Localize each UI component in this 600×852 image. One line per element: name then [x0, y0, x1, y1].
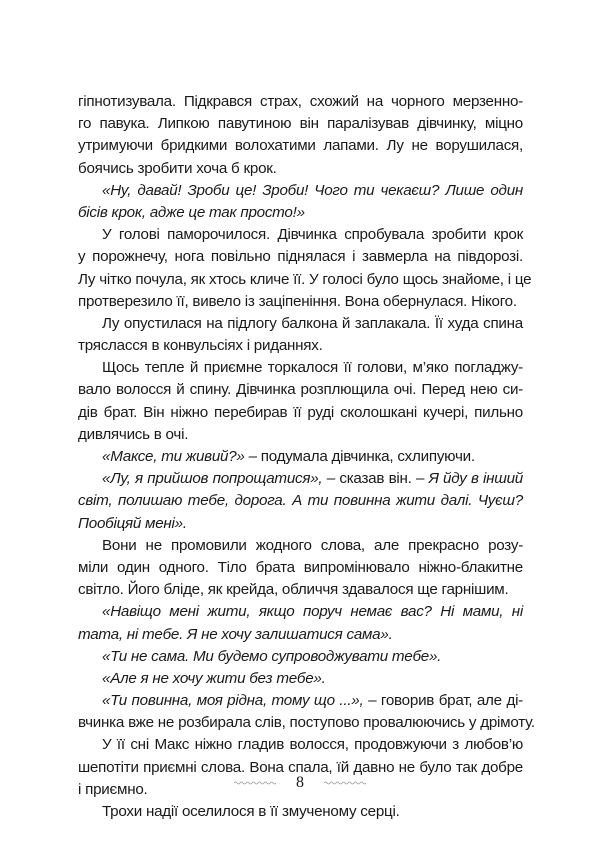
text-segment: і приємно.	[78, 780, 148, 798]
text-segment: дів брат. Він ніжно перебирав її руді сколошкані кучері, пильно	[78, 403, 523, 421]
text-line	[78, 269, 532, 291]
text-segment: шепотіти приємні слова. Вона спала, їй давно не було так добре	[78, 758, 523, 776]
text-segment: у порожнечу, нога повільно піднялася і завмерла на півдорозі.	[78, 248, 523, 266]
text-line	[78, 202, 523, 224]
text-segment: Лу опустилася на підлогу балкона й заплакала. Її худа спина	[102, 314, 523, 332]
text-segment: – говорив брат, але ді-	[363, 692, 523, 710]
text-line	[78, 557, 523, 579]
text-segment: світло. Його бліде, як крейда, обличчя здавалося ще гарнішим.	[78, 581, 509, 599]
italic-text-segment: Пообіцяй мені».	[78, 514, 187, 532]
text-line	[78, 513, 523, 535]
italic-text-segment: «Ти повинна, моя рідна, тому що ...»,	[102, 692, 364, 710]
italic-text-segment: Я йду в інший	[428, 470, 523, 488]
text-line	[78, 734, 523, 756]
text-line	[78, 158, 523, 180]
text-line	[78, 624, 523, 646]
text-line	[78, 490, 523, 512]
text-line	[78, 357, 523, 379]
text-segment: У її сні Макс ніжно гладив волосся, продовжуючи з любов’ю	[102, 736, 523, 754]
text-segment: міли один одного. Тіло брата випромінювало ніжно-блакитне	[78, 558, 523, 576]
italic-text-segment: бісів крок, адже це так просто!»	[78, 203, 305, 221]
text-segment: протверезило її, вивело із заціпеніння. Вона обернулася. Нікого.	[78, 292, 517, 310]
text-line	[78, 712, 535, 734]
text-segment: – сказав він. –	[322, 470, 429, 488]
text-line	[78, 91, 523, 113]
text-line	[78, 424, 523, 446]
italic-text-segment: «Навіщо мені жити, якщо поруч немає вас? Ні мами, ні	[102, 603, 523, 621]
text-line	[78, 468, 523, 490]
text-line	[78, 291, 523, 313]
italic-text-segment: «Лу, я прийшов попрощатися»,	[102, 470, 323, 488]
italic-text-segment: тата, ні тебе. Я не хочу залишатися сама».	[78, 625, 393, 643]
italic-text-segment: «Ну, давай! Зроби це! Зроби! Чого ти чекаєш? Лише один	[102, 181, 523, 199]
text-line	[78, 246, 523, 268]
text-line	[78, 335, 523, 357]
text-segment: – подумала дівчинка, схлипуючи.	[244, 448, 475, 465]
page-body-text	[78, 91, 535, 823]
page-number: 8	[296, 774, 304, 791]
text-segment: го павука. Липкою павутиною він паралізував дівчинку, міцно	[78, 115, 523, 133]
italic-text-segment: світ, полишаю тебе, дорога. А ти повинна жити далі. Чуєш?	[78, 492, 523, 510]
text-line	[78, 113, 523, 135]
page-footer	[0, 770, 600, 796]
text-segment: У голові паморочилося. Дівчинка спробувала зробити крок	[102, 226, 523, 244]
text-line	[78, 224, 523, 246]
text-segment: дивлячись в очі.	[78, 425, 189, 443]
text-line	[78, 402, 523, 424]
italic-text-segment: «Ти не сама. Ми будемо супроводжувати тебе».	[102, 647, 442, 665]
text-segment: гіпнотизувала. Підкрався страх, схожий на чорного мерзенно-	[78, 93, 523, 110]
text-line	[78, 313, 523, 335]
text-line	[78, 535, 523, 557]
text-line	[78, 579, 523, 601]
wavy-line-ornament-right-icon	[324, 780, 366, 786]
text-segment: утримуючи бридкими волохатими лапами. Лу не ворушилася,	[78, 137, 523, 155]
italic-text-segment: «Але я не хочу жити без тебе».	[102, 669, 326, 687]
text-segment: боячись зробити хоча б крок.	[78, 159, 277, 177]
text-line	[78, 135, 523, 157]
text-segment: трясласся в конвульсіях і риданнях.	[78, 337, 323, 355]
text-segment: Лу чітко почула, як хтось кличе її. У голосі було щось знайоме, і це	[78, 270, 532, 288]
text-segment: Трохи надії оселилося в її змученому серці.	[102, 803, 400, 820]
text-line	[78, 379, 523, 401]
text-line	[78, 446, 523, 468]
text-line	[78, 601, 523, 623]
text-segment: вало волосся й спину. Дівчинка розплющила очі. Перед нею си-	[78, 381, 523, 399]
wavy-line-ornament-left-icon	[234, 780, 276, 786]
text-line	[78, 668, 523, 690]
italic-text-segment: «Максе, ти живий?»	[102, 448, 245, 465]
text-line	[78, 180, 523, 202]
text-segment: Щось тепле й приємне торкалося її голови, м’яко погладжу-	[102, 359, 523, 377]
text-segment: вчинка вже не розбирала слів, поступово провалюючись у дрімоту.	[78, 714, 535, 732]
text-line	[78, 801, 523, 823]
text-line	[78, 690, 523, 712]
text-line	[78, 646, 523, 668]
text-segment: Вони не промовили жодного слова, але прекрасно розу-	[102, 536, 523, 554]
